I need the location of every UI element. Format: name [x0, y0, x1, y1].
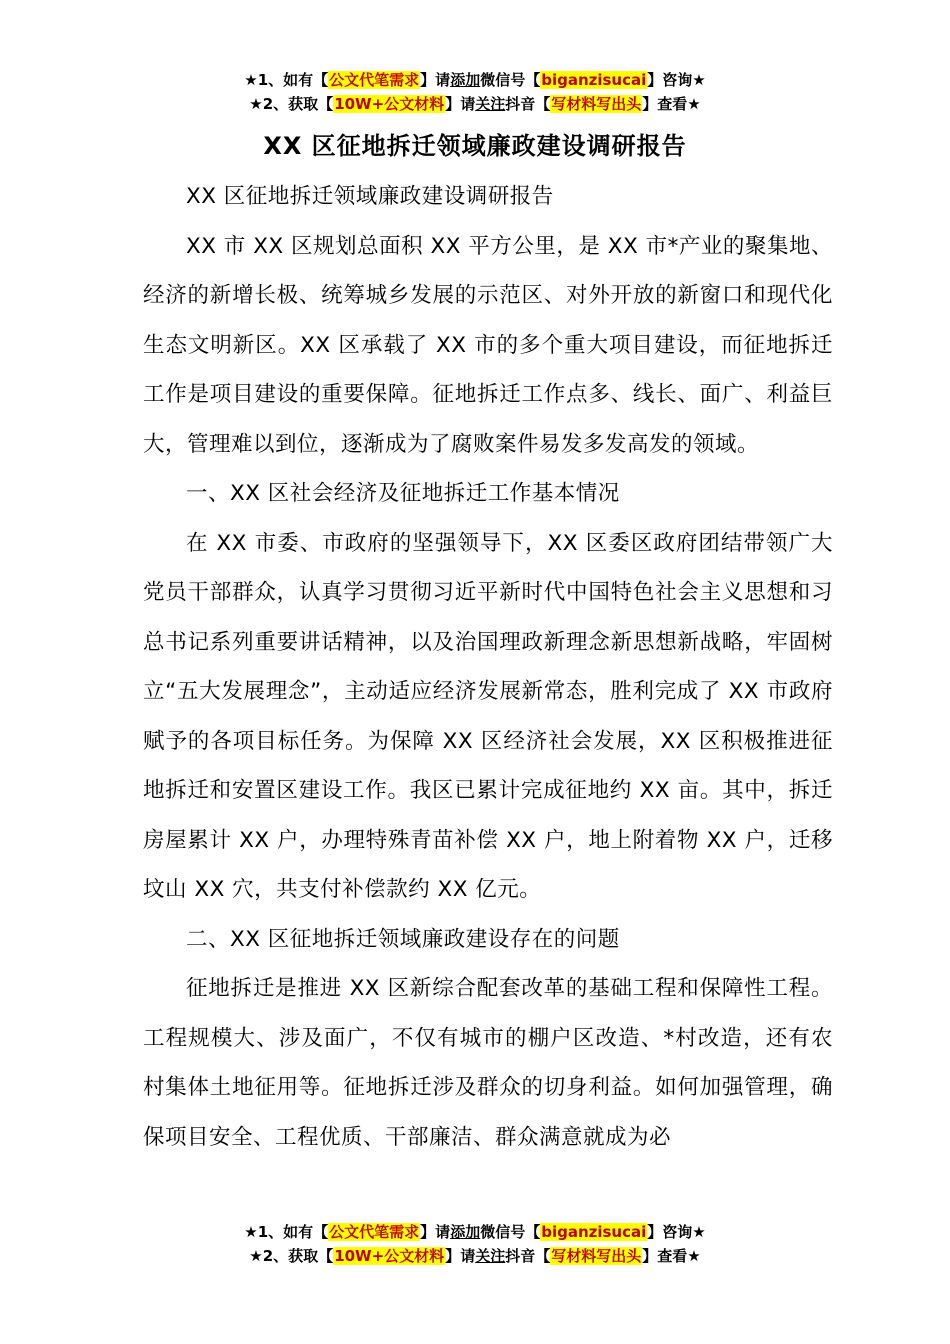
- promo-highlight: 10W+公文材料: [334, 95, 445, 113]
- promo-text: 】请: [420, 1223, 451, 1241]
- promo-douyin-id: 写材料写出头: [551, 95, 642, 113]
- paragraph-subtitle: XX 区征地拆迁领域廉政建设调研报告: [186, 184, 554, 209]
- promo-emphasis: 添加: [450, 71, 481, 89]
- promo-text: 抖音【: [505, 95, 551, 113]
- promo-line-2: [0, 1244, 950, 1268]
- promo-text: 】请: [445, 1247, 476, 1265]
- promo-text: 微信号【: [480, 71, 541, 89]
- promo-text: ★2、获取【: [249, 1247, 334, 1265]
- promo-text: 】查看★: [642, 1247, 701, 1265]
- paragraph-section-2: 征地拆迁是推进 XX 区新综合配套改革的基础工程和保障性工程。工程规模大、涉及面广，不仅有城市的棚户区改造、*村改造，还有农村集体土地征用等。征地拆迁涉及群众的切身利益。如何加强管理，确保项目安全、工程优质、干部廉洁、群众满意就成为必: [143, 976, 833, 1150]
- promo-text: ★2、获取【: [249, 95, 334, 113]
- promo-wechat-id: biganzisucai: [541, 71, 647, 89]
- promo-highlight: 公文代笔需求: [329, 71, 420, 89]
- promo-text: 微信号【: [480, 1223, 541, 1241]
- promo-wechat-id: biganzisucai: [541, 1223, 647, 1241]
- promo-emphasis: 添加: [450, 1223, 481, 1241]
- promo-highlight: 公文代笔需求: [329, 1223, 420, 1241]
- promo-footer: [0, 1220, 950, 1268]
- promo-highlight: 10W+公文材料: [334, 1247, 445, 1265]
- paragraph-section-1: 在 XX 市委、市政府的坚强领导下，XX 区委区政府团结带领广大党员干部群众，认真学习贯彻习近平新时代中国特色社会主义思想和习总书记系列重要讲话精神，以及治国理政新理念新思想新战略，牢固树立“五大发展理念”，主动适应经济发展新常态，胜利完成了 XX 市政府赋予的各项目标任务。为保障 XX 区经济社会发展，XX 区积极推进征地拆迁和安置区建设工作。我区已累计完成征地约 XX 亩。其中，拆迁房屋累计 XX 户，办理特殊青苗补偿 XX 户，地上附着物 XX 户，迁移坟山 XX 穴，共支付补偿款约 XX 亿元。: [143, 530, 833, 902]
- promo-text: 】咨询★: [647, 71, 706, 89]
- section-heading-2: 二、XX 区征地拆迁领域廉政建设存在的问题: [186, 926, 620, 952]
- promo-text: ★1、如有【: [244, 71, 329, 89]
- promo-text: 】请: [420, 71, 451, 89]
- promo-text: 】请: [445, 95, 476, 113]
- document-body: [143, 172, 833, 1162]
- promo-text: 抖音【: [505, 1247, 551, 1265]
- promo-text: 】查看★: [642, 95, 701, 113]
- promo-text: 】咨询★: [647, 1223, 706, 1241]
- promo-line-1: [0, 1220, 950, 1244]
- promo-emphasis: 关注: [475, 1247, 506, 1265]
- promo-emphasis: 关注: [475, 95, 506, 113]
- section-heading-1: 一、XX 区社会经济及征地拆迁工作基本情况: [186, 481, 620, 506]
- promo-douyin-id: 写材料写出头: [551, 1247, 642, 1265]
- promo-line-2: [0, 92, 950, 116]
- promo-line-1: [0, 68, 950, 92]
- paragraph-intro: XX 市 XX 区规划总面积 XX 平方公里，是 XX 市*产业的聚集地、经济的新增长极、统筹城乡发展的示范区、对外开放的新窗口和现代化生态文明新区。XX 区承载了 XX 市的多个重大项目建设，而征地拆迁工作是项目建设的重要保障。征地拆迁工作点多、线长、面广、利益巨大，管理难以到位，逐渐成为了腐败案件易发多发高发的领域。: [143, 233, 833, 457]
- document-title: XX 区征地拆迁领域廉政建设调研报告: [263, 132, 687, 160]
- promo-text: ★1、如有【: [244, 1223, 329, 1241]
- promo-header: [0, 68, 950, 116]
